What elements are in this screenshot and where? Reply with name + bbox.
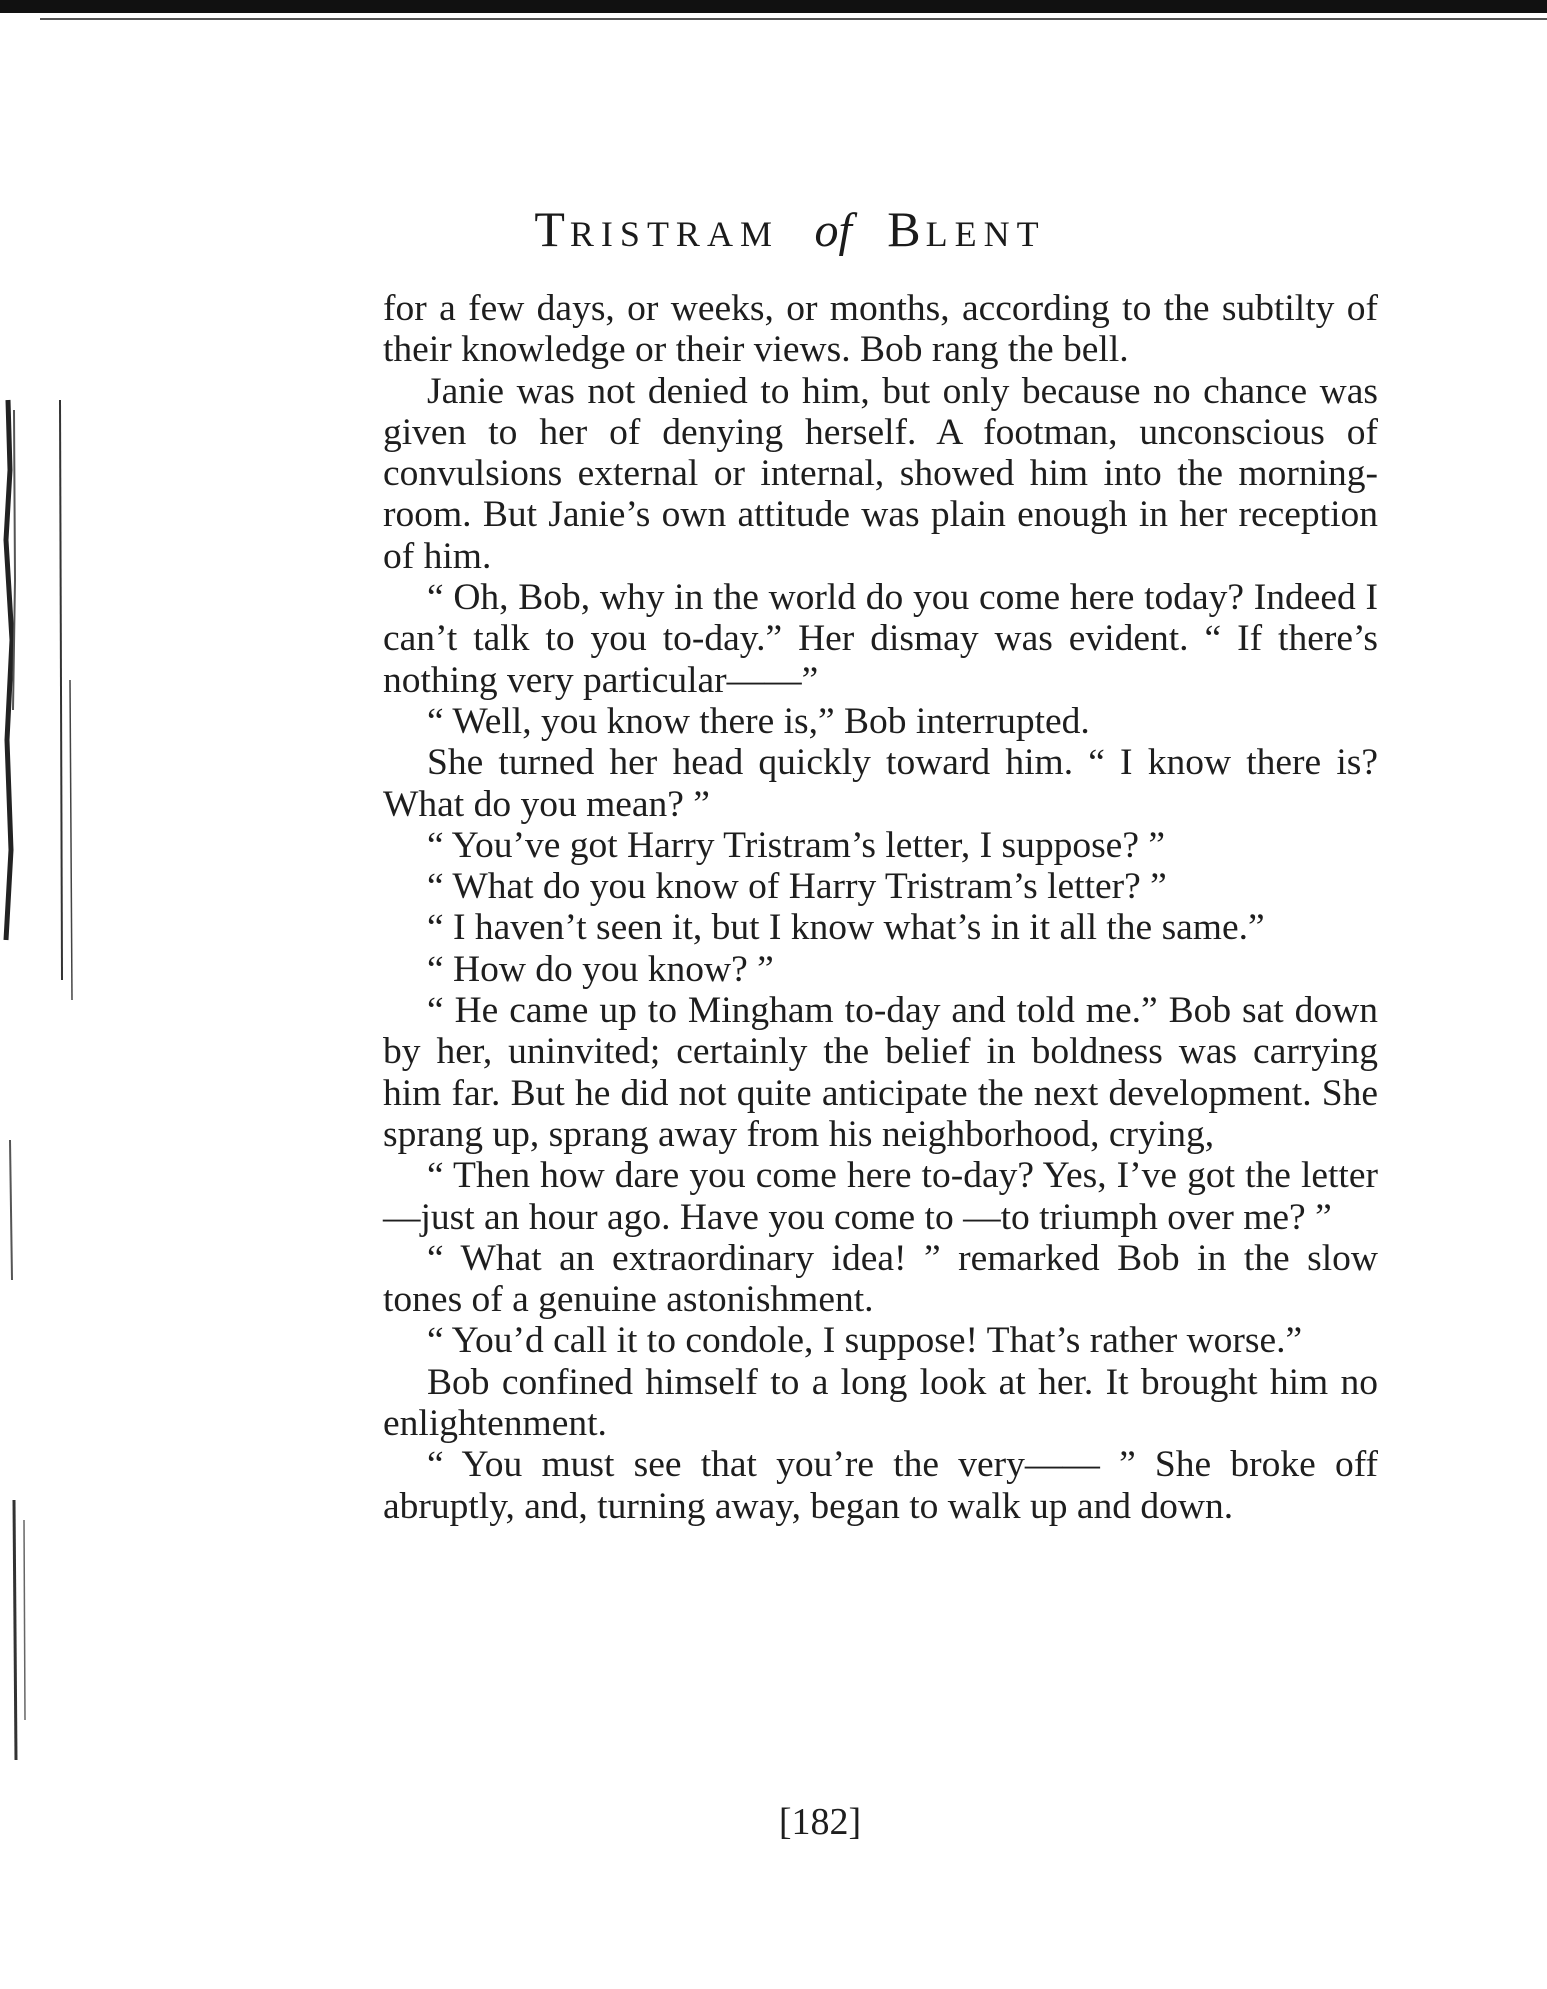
paragraph: “ Well, you know there is,” Bob interrupted. [427, 700, 1090, 742]
title-word-blent: LENT [925, 214, 1046, 254]
binding-shadow-marks [0, 380, 80, 1780]
body-text [383, 288, 1378, 1527]
paragraph: “ You must see that you’re the very—— ” She broke off abruptly, and, turning away, began to walk up and down. [383, 1444, 1378, 1527]
paragraph: “ What an extraordinary idea! ” remarked Bob in the slow tones of a genuine astonishment. [383, 1237, 1378, 1321]
paragraph: “ You’ve got Harry Tristram’s letter, I suppose? ” [427, 824, 1165, 866]
paragraph: “ I haven’t seen it, but I know what’s in it all the same.” [427, 907, 1265, 949]
title-connector-of: of [814, 204, 852, 257]
title-word-tristram: RISTRAM [569, 214, 779, 254]
paragraph: “ You’d call it to condole, I suppose! That’s rather worse.” [427, 1320, 1303, 1362]
paragraph: for a few days, or weeks, or months, according to the subtilty of their knowledge or their views. Bob rang the bell. [383, 288, 1378, 371]
running-head [380, 200, 1200, 258]
paragraph: Bob confined himself to a long look at her. It brought him no enlightenment. [383, 1361, 1378, 1445]
paragraph: “ Oh, Bob, why in the world do you come here today? Indeed I can’t talk to you to-day.” Her dismay was evident. “ If there’s nothing very particular——” [383, 577, 1378, 701]
paragraph: Janie was not denied to him, but only because no chance was given to her of denying herself. A footman, unconscious of convulsions external or internal, showed him into the morning-room. But Janie’s own attitude was plain enough in her reception of him. [383, 370, 1378, 577]
page-number: [182] [778, 1801, 862, 1843]
title-initial-t: T [534, 201, 570, 257]
paragraph: “ He came up to Mingham to-day and told me.” Bob sat down by her, uninvited; certainly the belief in boldness was carrying him far. But he did not quite anticipate the next development. She sprang up, sprang away from his neighborhood, crying, [383, 990, 1378, 1155]
paragraph: “ What do you know of Harry Tristram’s letter? ” [427, 866, 1167, 908]
paragraph: She turned her head quickly toward him. “ I know there is? What do you mean? ” [383, 742, 1378, 825]
paragraph: “ Then how dare you come here to-day? Yes, I’ve got the letter—just an hour ago. Have you come to —to triumph over me? ” [383, 1155, 1378, 1238]
top-edge-thin-rule [40, 18, 1547, 20]
paragraph: “ How do you know? ” [427, 948, 774, 990]
top-edge-rule [0, 0, 1547, 13]
title-initial-b: B [887, 201, 926, 257]
